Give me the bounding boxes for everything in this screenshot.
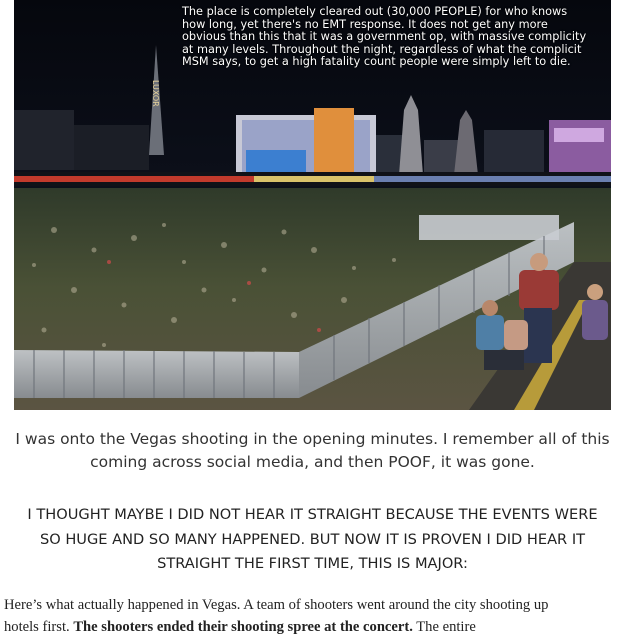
luxor-sign: LUXOR — [151, 80, 160, 107]
paragraph-body — [4, 594, 625, 638]
paragraph-caps — [0, 503, 625, 577]
paragraph-caps-line: SO HUGE AND SO MANY HAPPENED. BUT NOW IT IS PROVEN I DID HEAR IT — [39, 530, 586, 548]
body-text: hotels first. — [4, 619, 74, 635]
paragraph-body-line: Here’s what actually happened in Vegas. A team of shooters went around the city shooting up — [4, 597, 549, 613]
paragraph-intro-line: I was onto the Vegas shooting in the opening minutes. I remember all of this — [15, 430, 610, 448]
paragraph-intro-line: coming across social media, and then POOF, it was gone. — [90, 453, 535, 471]
paragraph-caps-line: STRAIGHT THE FIRST TIME, THIS IS MAJOR: — [157, 555, 468, 572]
paragraph-intro — [0, 428, 625, 474]
body-bold-text: The shooters ended their shooting spree at the concert. — [73, 619, 413, 635]
news-photo — [14, 0, 611, 410]
body-text: The entire — [412, 619, 476, 635]
photo-caption: The place is completely cleared out (30,000 PEOPLE) for who knows how long, yet there's no EMT response. It does not get any more obvious than this that it was a government op, with massive complicity at many levels. Throughout the night, regardless of what the complicit MSM says, to get a high fatality count people were simply left to die. — [182, 5, 587, 69]
paragraph-caps-line: I THOUGHT MAYBE I DID NOT HEAR IT STRAIGHT BECAUSE THE EVENTS WERE — [27, 506, 598, 523]
paragraph-body-line — [4, 616, 625, 638]
